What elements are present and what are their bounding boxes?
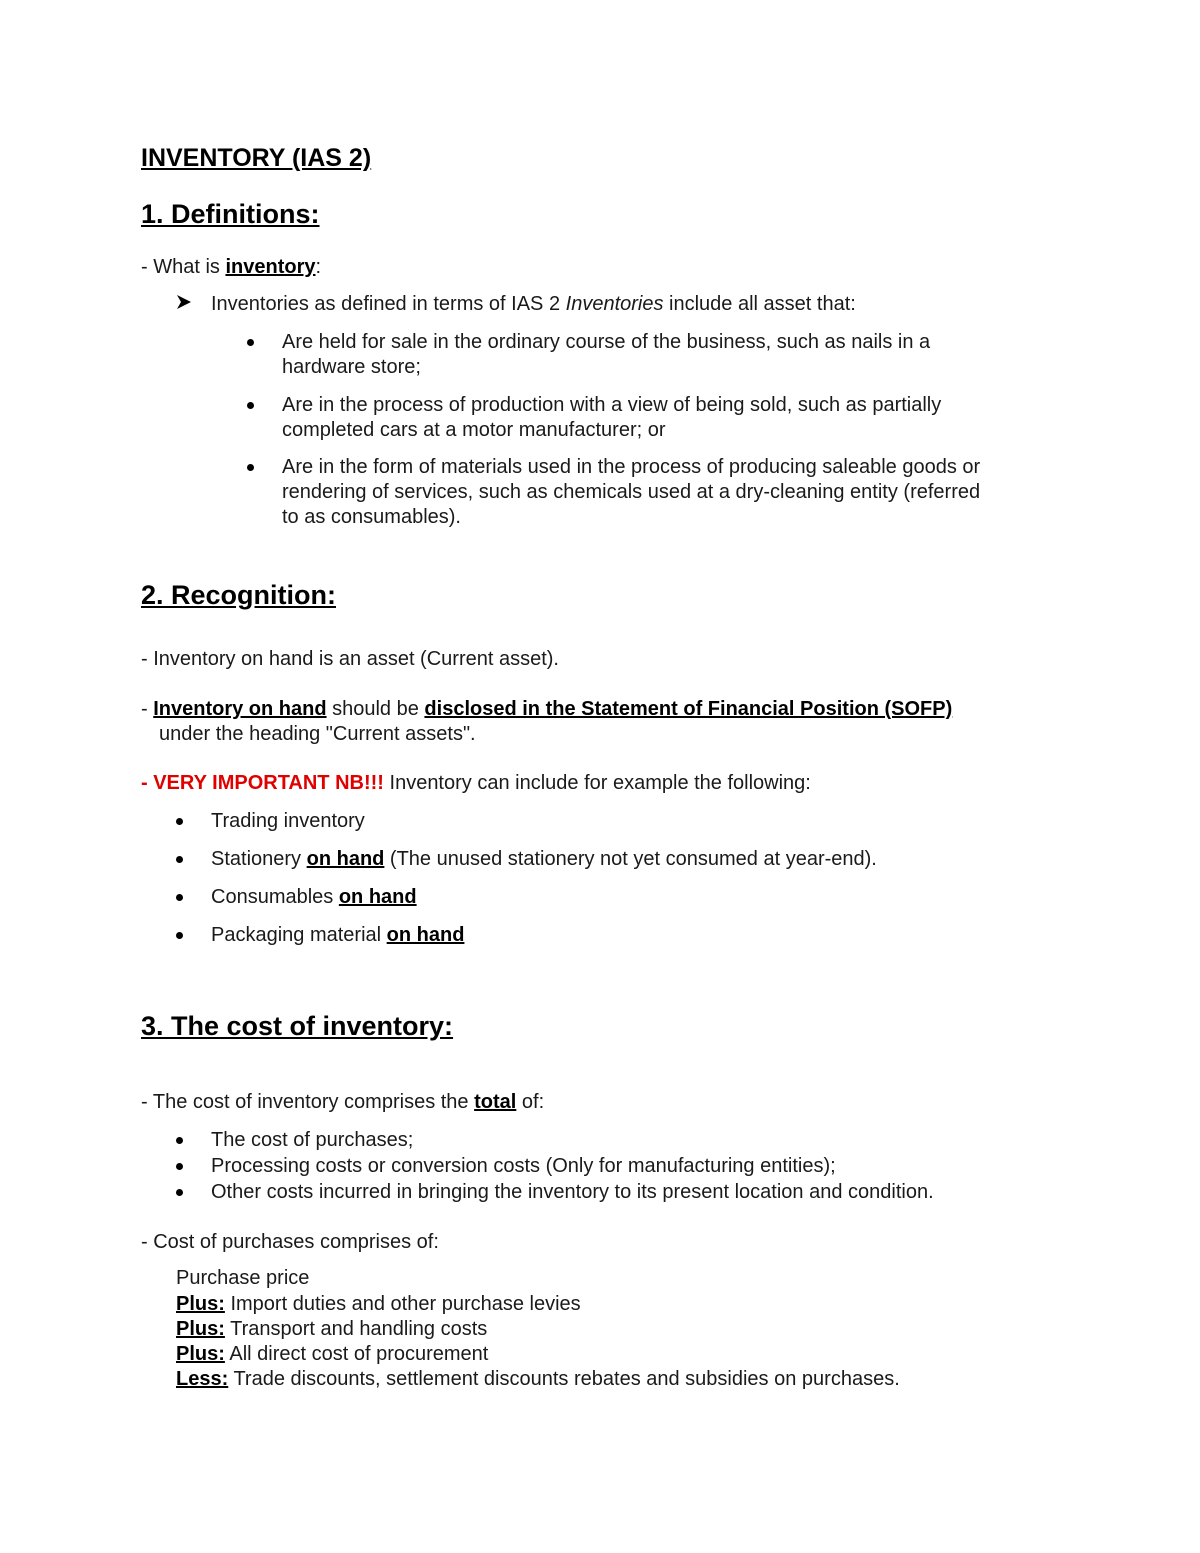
recognition-para-1: - Inventory on hand is an asset (Current asset). (141, 648, 559, 670)
inventory-example-4: Packaging material on hand (211, 924, 465, 946)
purchase-line-4: Less: Trade discounts, settlement discounts rebates and subsidies on purchases. (176, 1368, 900, 1390)
bullet-dot-icon (247, 339, 254, 346)
bullet-dot-icon (176, 932, 183, 939)
definition-item-2-line-1: Are in the process of production with a view of being sold, such as partially (282, 394, 942, 416)
definition-question (141, 255, 321, 279)
definition-item-1-line-2: hardware store; (282, 356, 421, 378)
bullet-dot-icon (176, 894, 183, 901)
definition-item-3-line-3: to as consumables). (282, 506, 461, 528)
definition-intro: Inventories as defined in terms of IAS 2 Inventories include all asset that: (211, 293, 856, 315)
less-label: Less: (176, 1368, 229, 1390)
definition-item-2-line-2: completed cars at a motor manufacturer; or (282, 419, 666, 441)
page-title: INVENTORY (IAS 2) (141, 144, 372, 172)
bullet-dot-icon (176, 818, 183, 825)
term-on-hand: on hand (338, 886, 417, 908)
definition-item-1-line-1: Are held for sale in the ordinary course of the business, such as nails in a (282, 331, 931, 353)
inventory-example-3: Consumables on hand (211, 886, 417, 908)
nb-paragraph: - VERY IMPORTANT NB!!! Inventory can include for example the following: (141, 772, 811, 794)
term-total: total (474, 1091, 517, 1113)
term-inventory-on-hand: Inventory on hand (153, 698, 327, 720)
definition-item-3-line-2: rendering of services, such as chemicals used at a dry-cleaning entity (referred (282, 481, 981, 503)
plus-label: Plus: (176, 1293, 225, 1315)
bullet-dot-icon (176, 856, 183, 863)
section-1-heading: 1. Definitions: (141, 199, 320, 229)
bullet-dot-icon (176, 1163, 183, 1170)
cost-component-1: The cost of purchases; (211, 1129, 414, 1151)
cost-component-3: Other costs incurred in bringing the inventory to its present location and condition. (211, 1181, 934, 1203)
cost-component-2: Processing costs or conversion costs (Only for manufacturing entities); (211, 1155, 836, 1177)
cost-para-2: - Cost of purchases comprises of: (141, 1231, 439, 1253)
ias2-title: Inventories (565, 293, 664, 315)
purchase-price-line: Purchase price (176, 1267, 310, 1289)
bullet-dot-icon (176, 1137, 183, 1144)
definition-item-3-line-1: Are in the form of materials used in the process of producing saleable goods or (282, 456, 981, 478)
arrow-bullet-icon (176, 292, 192, 318)
purchase-line-3: Plus: All direct cost of procurement (176, 1343, 489, 1365)
term-inventory: inventory (225, 256, 316, 278)
inventory-example-1: Trading inventory (211, 810, 365, 832)
purchase-line-1: Plus: Import duties and other purchase levies (176, 1293, 581, 1315)
bullet-dot-icon (247, 402, 254, 409)
cost-para-1: - The cost of inventory comprises the total of: (141, 1091, 545, 1113)
question-suffix: : (315, 256, 322, 278)
question-prefix: - What is (141, 256, 226, 278)
bullet-dot-icon (247, 464, 254, 471)
section-2-heading: 2. Recognition: (141, 580, 336, 610)
plus-label: Plus: (176, 1318, 225, 1340)
bullet-dot-icon (176, 1189, 183, 1196)
recognition-para-2: - Inventory on hand should be disclosed in the Statement of Financial Position (SOFP) (141, 698, 953, 720)
nb-warning: - VERY IMPORTANT NB!!! (141, 772, 384, 794)
purchase-line-2: Plus: Transport and handling costs (176, 1318, 488, 1340)
inventory-example-2: Stationery on hand (The unused stationery not yet consumed at year-end). (211, 848, 877, 870)
plus-label: Plus: (176, 1343, 225, 1365)
section-3-heading: 3. The cost of inventory: (141, 1011, 454, 1041)
recognition-para-2-line-2: under the heading "Current assets". (159, 723, 476, 745)
term-on-hand: on hand (306, 848, 385, 870)
term-on-hand: on hand (386, 924, 465, 946)
term-disclosed-sofp: disclosed in the Statement of Financial Position (SOFP) (424, 698, 953, 720)
